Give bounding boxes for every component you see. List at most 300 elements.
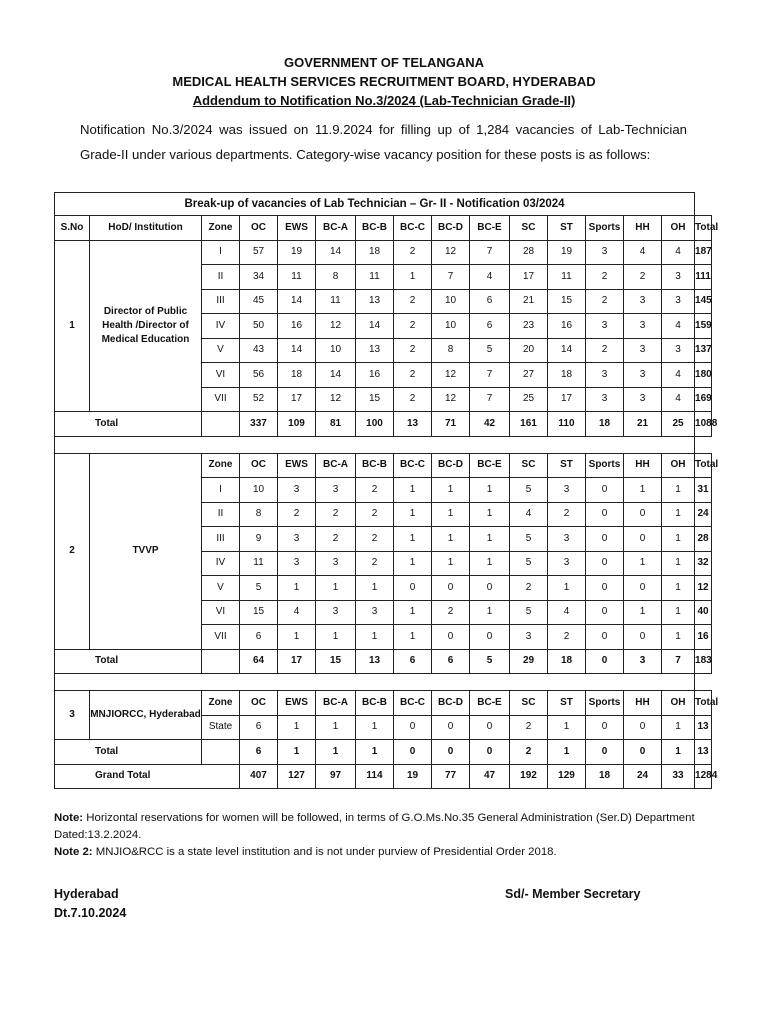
- column-header: OH: [662, 453, 695, 478]
- column-header: BC-B: [356, 216, 394, 241]
- total-value: 1: [316, 740, 356, 765]
- sno-cell: 1: [55, 240, 90, 412]
- total-value: 15: [316, 649, 356, 674]
- value-cell: 1: [470, 551, 510, 576]
- value-cell: 4: [510, 502, 548, 527]
- value-cell: 1: [394, 625, 432, 650]
- header-addendum-title: Addendum to Notification No.3/2024 (Lab-Technician Grade-II): [192, 93, 576, 108]
- footer-place: Hyderabad: [54, 887, 119, 901]
- column-header: ST: [548, 216, 586, 241]
- value-cell: 0: [432, 715, 470, 740]
- total-value: 6: [394, 649, 432, 674]
- empty-cell: [202, 740, 240, 765]
- column-header: HH: [624, 691, 662, 716]
- value-cell: 1: [394, 600, 432, 625]
- column-header: Sports: [586, 216, 624, 241]
- value-cell: 15: [356, 387, 394, 412]
- value-cell: 3: [548, 551, 586, 576]
- value-cell: 16: [695, 625, 712, 650]
- total-label: Total: [55, 740, 202, 765]
- zone-cell: VI: [202, 363, 240, 388]
- value-cell: 1: [356, 625, 394, 650]
- total-value: 1: [662, 740, 695, 765]
- value-cell: 159: [695, 314, 712, 339]
- value-cell: 10: [240, 478, 278, 503]
- value-cell: 21: [510, 289, 548, 314]
- column-header: SC: [510, 453, 548, 478]
- value-cell: 5: [470, 338, 510, 363]
- footer-date: Dt.7.10.2024: [54, 906, 127, 920]
- value-cell: 145: [695, 289, 712, 314]
- table-row: [55, 240, 712, 265]
- value-cell: 16: [548, 314, 586, 339]
- value-cell: 1: [316, 715, 356, 740]
- value-cell: 0: [586, 625, 624, 650]
- vacancy-table: [54, 192, 719, 789]
- total-label: Total: [55, 412, 202, 437]
- value-cell: 3: [624, 338, 662, 363]
- value-cell: 1: [662, 551, 695, 576]
- value-cell: 23: [510, 314, 548, 339]
- column-header: EWS: [278, 691, 316, 716]
- column-header: OC: [240, 453, 278, 478]
- value-cell: 1: [624, 478, 662, 503]
- value-cell: 34: [240, 265, 278, 290]
- value-cell: 3: [586, 314, 624, 339]
- value-cell: 1: [470, 527, 510, 552]
- total-value: 25: [662, 412, 695, 437]
- value-cell: 4: [662, 363, 695, 388]
- value-cell: 2: [316, 527, 356, 552]
- value-cell: 6: [240, 715, 278, 740]
- total-label: Total: [55, 649, 202, 674]
- total-value: 29: [510, 649, 548, 674]
- total-value: 1: [548, 740, 586, 765]
- value-cell: 1: [278, 576, 316, 601]
- value-cell: 11: [356, 265, 394, 290]
- column-header: Total: [695, 691, 712, 716]
- value-cell: 1: [356, 576, 394, 601]
- column-header: EWS: [278, 453, 316, 478]
- value-cell: 2: [316, 502, 356, 527]
- value-cell: 5: [510, 551, 548, 576]
- column-header: OC: [240, 691, 278, 716]
- sno-header: S.No: [55, 216, 90, 241]
- spacer-cell: [55, 436, 695, 453]
- total-value: 0: [586, 740, 624, 765]
- value-cell: 0: [432, 625, 470, 650]
- value-cell: 0: [470, 625, 510, 650]
- value-cell: 5: [240, 576, 278, 601]
- value-cell: 14: [278, 289, 316, 314]
- grand-total-value: 18: [586, 764, 624, 789]
- sno-cell: 3: [55, 691, 90, 740]
- total-value: 161: [510, 412, 548, 437]
- value-cell: 1: [432, 502, 470, 527]
- value-cell: 0: [470, 715, 510, 740]
- grand-total-value: 1284: [695, 764, 712, 789]
- value-cell: 0: [586, 527, 624, 552]
- total-value: 17: [278, 649, 316, 674]
- notes: [54, 810, 714, 861]
- value-cell: 2: [510, 715, 548, 740]
- value-cell: 2: [394, 240, 432, 265]
- value-cell: 1: [624, 551, 662, 576]
- column-header: Sports: [586, 691, 624, 716]
- total-value: 183: [695, 649, 712, 674]
- column-header: BC-E: [470, 216, 510, 241]
- grand-total-value: 127: [278, 764, 316, 789]
- value-cell: 1: [624, 600, 662, 625]
- value-cell: 3: [586, 387, 624, 412]
- table-spacer-row: [55, 436, 712, 453]
- column-header: Total: [695, 216, 712, 241]
- value-cell: 10: [316, 338, 356, 363]
- column-header: SC: [510, 216, 548, 241]
- total-value: 2: [510, 740, 548, 765]
- value-cell: 3: [586, 240, 624, 265]
- value-cell: 0: [586, 600, 624, 625]
- value-cell: 1: [662, 600, 695, 625]
- total-value: 6: [240, 740, 278, 765]
- total-value: 100: [356, 412, 394, 437]
- grand-total-label: Grand Total: [55, 764, 240, 789]
- value-cell: 19: [548, 240, 586, 265]
- column-header: BC-B: [356, 691, 394, 716]
- column-header: ST: [548, 691, 586, 716]
- grand-total-value: 77: [432, 764, 470, 789]
- column-header: BC-C: [394, 691, 432, 716]
- total-value: 0: [586, 649, 624, 674]
- institution-cell: TVVP: [90, 453, 202, 649]
- value-cell: 25: [510, 387, 548, 412]
- value-cell: 2: [394, 338, 432, 363]
- value-cell: 18: [278, 363, 316, 388]
- grand-total-value: 33: [662, 764, 695, 789]
- zone-cell: State: [202, 715, 240, 740]
- value-cell: 18: [548, 363, 586, 388]
- value-cell: 43: [240, 338, 278, 363]
- value-cell: 1: [316, 625, 356, 650]
- value-cell: 13: [356, 289, 394, 314]
- value-cell: 3: [624, 363, 662, 388]
- value-cell: 3: [316, 478, 356, 503]
- value-cell: 2: [394, 387, 432, 412]
- value-cell: 24: [695, 502, 712, 527]
- value-cell: 2: [548, 502, 586, 527]
- header-board: MEDICAL HEALTH SERVICES RECRUITMENT BOARD, HYDERABAD: [172, 74, 596, 89]
- value-cell: 0: [432, 576, 470, 601]
- value-cell: 14: [548, 338, 586, 363]
- total-value: 71: [432, 412, 470, 437]
- value-cell: 57: [240, 240, 278, 265]
- value-cell: 13: [356, 338, 394, 363]
- value-cell: 28: [510, 240, 548, 265]
- value-cell: 16: [278, 314, 316, 339]
- table-total-row: [55, 412, 712, 437]
- grand-total-value: 192: [510, 764, 548, 789]
- column-header: BC-D: [432, 691, 470, 716]
- value-cell: 0: [624, 715, 662, 740]
- value-cell: 10: [432, 289, 470, 314]
- value-cell: 1: [548, 576, 586, 601]
- value-cell: 1: [394, 478, 432, 503]
- value-cell: 0: [586, 576, 624, 601]
- zone-cell: VII: [202, 387, 240, 412]
- total-value: 81: [316, 412, 356, 437]
- value-cell: 8: [240, 502, 278, 527]
- footer-signature: Sd/- Member Secretary: [505, 887, 641, 901]
- column-header: HH: [624, 453, 662, 478]
- value-cell: 40: [695, 600, 712, 625]
- value-cell: 3: [278, 478, 316, 503]
- value-cell: 6: [470, 289, 510, 314]
- value-cell: 1: [394, 265, 432, 290]
- value-cell: 3: [662, 338, 695, 363]
- value-cell: 2: [586, 265, 624, 290]
- total-value: 18: [586, 412, 624, 437]
- zone-cell: VI: [202, 600, 240, 625]
- value-cell: 3: [278, 527, 316, 552]
- total-value: 109: [278, 412, 316, 437]
- value-cell: 1: [470, 478, 510, 503]
- value-cell: 16: [356, 363, 394, 388]
- value-cell: 169: [695, 387, 712, 412]
- value-cell: 12: [316, 387, 356, 412]
- value-cell: 2: [548, 625, 586, 650]
- zone-cell: I: [202, 240, 240, 265]
- column-header: OH: [662, 691, 695, 716]
- total-value: 7: [662, 649, 695, 674]
- value-cell: 2: [356, 527, 394, 552]
- value-cell: 8: [432, 338, 470, 363]
- table-header-row: [55, 216, 712, 241]
- table-header-row: [55, 691, 712, 716]
- value-cell: 1: [278, 715, 316, 740]
- value-cell: 1: [662, 576, 695, 601]
- value-cell: 1: [470, 600, 510, 625]
- value-cell: 5: [510, 478, 548, 503]
- value-cell: 14: [278, 338, 316, 363]
- total-value: 0: [470, 740, 510, 765]
- column-header: SC: [510, 691, 548, 716]
- value-cell: 4: [548, 600, 586, 625]
- hod-header: HoD/ Institution: [90, 216, 202, 241]
- value-cell: 45: [240, 289, 278, 314]
- table-header-row: [55, 453, 712, 478]
- column-header: ST: [548, 453, 586, 478]
- value-cell: 12: [695, 576, 712, 601]
- value-cell: 2: [394, 314, 432, 339]
- value-cell: 2: [394, 289, 432, 314]
- value-cell: 11: [316, 289, 356, 314]
- note-2: Note 2: MNJIO&RCC is a state level institution and is not under purview of Presidential Order 2018.: [54, 846, 557, 858]
- value-cell: 5: [510, 527, 548, 552]
- total-value: 13: [394, 412, 432, 437]
- value-cell: 18: [356, 240, 394, 265]
- value-cell: 3: [662, 289, 695, 314]
- value-cell: 1: [662, 527, 695, 552]
- note-1: Note: Horizontal reservations for women will be followed, in terms of G.O.Ms.No.35 General Administration (Ser.D) Department Dated:13.2.2024.: [54, 812, 695, 841]
- total-value: 1: [356, 740, 394, 765]
- total-value: 6: [432, 649, 470, 674]
- institution-cell: MNJIORCC, Hyderabad: [90, 691, 202, 740]
- value-cell: 11: [278, 265, 316, 290]
- column-header: BC-D: [432, 453, 470, 478]
- value-cell: 0: [586, 715, 624, 740]
- value-cell: 8: [316, 265, 356, 290]
- value-cell: 137: [695, 338, 712, 363]
- value-cell: 19: [278, 240, 316, 265]
- column-header: Zone: [202, 216, 240, 241]
- value-cell: 0: [470, 576, 510, 601]
- grand-total-value: 114: [356, 764, 394, 789]
- value-cell: 2: [586, 289, 624, 314]
- value-cell: 14: [316, 240, 356, 265]
- value-cell: 1: [356, 715, 394, 740]
- intro-paragraph: Notification No.3/2024 was issued on 11.9.2024 for filling up of 1,284 vacancies of Lab-Technician Grade-II under various departments. Category-wise vacancy position for these posts is as follows:: [80, 122, 687, 162]
- empty-cell: [202, 412, 240, 437]
- value-cell: 17: [278, 387, 316, 412]
- column-header: OC: [240, 216, 278, 241]
- total-value: 337: [240, 412, 278, 437]
- value-cell: 0: [624, 527, 662, 552]
- value-cell: 1: [278, 625, 316, 650]
- value-cell: 14: [316, 363, 356, 388]
- zone-cell: II: [202, 265, 240, 290]
- value-cell: 20: [510, 338, 548, 363]
- column-header: BC-E: [470, 691, 510, 716]
- value-cell: 1: [394, 527, 432, 552]
- value-cell: 28: [695, 527, 712, 552]
- value-cell: 17: [510, 265, 548, 290]
- column-header: Total: [695, 453, 712, 478]
- value-cell: 180: [695, 363, 712, 388]
- zone-cell: II: [202, 502, 240, 527]
- value-cell: 3: [278, 551, 316, 576]
- value-cell: 0: [586, 502, 624, 527]
- value-cell: 4: [624, 240, 662, 265]
- value-cell: 7: [470, 363, 510, 388]
- value-cell: 3: [510, 625, 548, 650]
- total-value: 1: [278, 740, 316, 765]
- value-cell: 3: [662, 265, 695, 290]
- table-spacer-row: [55, 674, 712, 691]
- total-value: 0: [394, 740, 432, 765]
- total-value: 110: [548, 412, 586, 437]
- value-cell: 0: [624, 502, 662, 527]
- value-cell: 27: [510, 363, 548, 388]
- value-cell: 1: [432, 551, 470, 576]
- total-value: 64: [240, 649, 278, 674]
- zone-cell: V: [202, 576, 240, 601]
- total-value: 1088: [695, 412, 712, 437]
- value-cell: 4: [278, 600, 316, 625]
- table-caption: Break-up of vacancies of Lab Technician – Gr- II - Notification 03/2024: [55, 193, 695, 216]
- column-header: OH: [662, 216, 695, 241]
- total-value: 0: [624, 740, 662, 765]
- header-government: GOVERNMENT OF TELANGANA: [283, 55, 485, 70]
- value-cell: 31: [695, 478, 712, 503]
- value-cell: 1: [662, 625, 695, 650]
- column-header: BC-A: [316, 216, 356, 241]
- value-cell: 7: [432, 265, 470, 290]
- value-cell: 12: [432, 387, 470, 412]
- value-cell: 2: [586, 338, 624, 363]
- column-header: BC-E: [470, 453, 510, 478]
- value-cell: 1: [662, 715, 695, 740]
- value-cell: 15: [240, 600, 278, 625]
- value-cell: 4: [470, 265, 510, 290]
- value-cell: 2: [356, 502, 394, 527]
- value-cell: 3: [548, 527, 586, 552]
- zone-cell: V: [202, 338, 240, 363]
- value-cell: 1: [394, 551, 432, 576]
- column-header: Zone: [202, 691, 240, 716]
- column-header: EWS: [278, 216, 316, 241]
- grand-total-value: 129: [548, 764, 586, 789]
- total-value: 42: [470, 412, 510, 437]
- value-cell: 3: [624, 314, 662, 339]
- value-cell: 111: [695, 265, 712, 290]
- value-cell: 3: [624, 387, 662, 412]
- zone-cell: VII: [202, 625, 240, 650]
- value-cell: 2: [394, 363, 432, 388]
- value-cell: 0: [586, 478, 624, 503]
- value-cell: 2: [510, 576, 548, 601]
- column-header: BC-D: [432, 216, 470, 241]
- value-cell: 15: [548, 289, 586, 314]
- value-cell: 17: [548, 387, 586, 412]
- value-cell: 3: [316, 551, 356, 576]
- value-cell: 187: [695, 240, 712, 265]
- empty-cell: [202, 649, 240, 674]
- value-cell: 1: [470, 502, 510, 527]
- zone-cell: IV: [202, 314, 240, 339]
- value-cell: 4: [662, 314, 695, 339]
- value-cell: 11: [548, 265, 586, 290]
- value-cell: 3: [586, 363, 624, 388]
- value-cell: 3: [624, 289, 662, 314]
- column-header: BC-A: [316, 453, 356, 478]
- value-cell: 2: [356, 551, 394, 576]
- spacer-cell: [55, 674, 695, 691]
- value-cell: 4: [662, 240, 695, 265]
- total-value: 13: [356, 649, 394, 674]
- value-cell: 1: [432, 478, 470, 503]
- value-cell: 2: [278, 502, 316, 527]
- value-cell: 0: [624, 625, 662, 650]
- total-value: 3: [624, 649, 662, 674]
- zone-cell: IV: [202, 551, 240, 576]
- column-header: BC-C: [394, 216, 432, 241]
- value-cell: 11: [240, 551, 278, 576]
- value-cell: 32: [695, 551, 712, 576]
- value-cell: 1: [316, 576, 356, 601]
- value-cell: 6: [240, 625, 278, 650]
- zone-cell: III: [202, 289, 240, 314]
- value-cell: 6: [470, 314, 510, 339]
- value-cell: 9: [240, 527, 278, 552]
- value-cell: 56: [240, 363, 278, 388]
- value-cell: 0: [624, 576, 662, 601]
- column-header: BC-A: [316, 691, 356, 716]
- column-header: BC-C: [394, 453, 432, 478]
- value-cell: 12: [432, 363, 470, 388]
- value-cell: 13: [695, 715, 712, 740]
- zone-cell: I: [202, 478, 240, 503]
- column-header: HH: [624, 216, 662, 241]
